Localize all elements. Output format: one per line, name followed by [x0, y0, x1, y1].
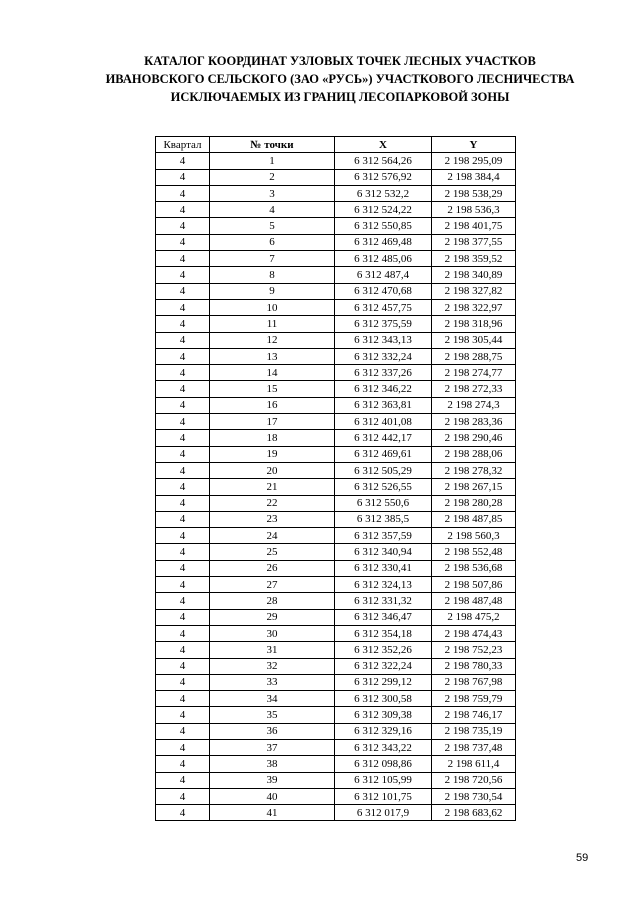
table-row: [156, 528, 516, 544]
cell-kvartal: 4: [156, 609, 210, 625]
table-row: [156, 365, 516, 381]
cell-y: 2 198 274,3: [432, 397, 516, 413]
cell-y: 2 198 487,85: [432, 511, 516, 527]
table-row: [156, 642, 516, 658]
header-kvartal: Квартал: [156, 137, 210, 153]
cell-kvartal: 4: [156, 642, 210, 658]
cell-kvartal: 4: [156, 169, 210, 185]
cell-x: 6 312 352,26: [335, 642, 432, 658]
cell-x: 6 312 357,59: [335, 528, 432, 544]
cell-x: 6 312 309,38: [335, 707, 432, 723]
cell-point-number: 11: [210, 316, 335, 332]
cell-point-number: 33: [210, 674, 335, 690]
cell-x: 6 312 354,18: [335, 625, 432, 641]
cell-point-number: 31: [210, 642, 335, 658]
table-row: [156, 218, 516, 234]
cell-y: 2 198 288,06: [432, 446, 516, 462]
cell-kvartal: 4: [156, 365, 210, 381]
cell-point-number: 24: [210, 528, 335, 544]
cell-x: 6 312 375,59: [335, 316, 432, 332]
cell-kvartal: 4: [156, 593, 210, 609]
table-row: [156, 234, 516, 250]
cell-kvartal: 4: [156, 202, 210, 218]
table-row: [156, 251, 516, 267]
cell-y: 2 198 401,75: [432, 218, 516, 234]
cell-kvartal: 4: [156, 528, 210, 544]
cell-point-number: 19: [210, 446, 335, 462]
cell-kvartal: 4: [156, 397, 210, 413]
table-row: [156, 609, 516, 625]
cell-kvartal: 4: [156, 723, 210, 739]
table-row: [156, 462, 516, 478]
cell-x: 6 312 322,24: [335, 658, 432, 674]
table-header: [156, 137, 516, 153]
cell-y: 2 198 359,52: [432, 251, 516, 267]
cell-y: 2 198 737,48: [432, 739, 516, 755]
cell-x: 6 312 526,55: [335, 479, 432, 495]
table-row: [156, 593, 516, 609]
cell-y: 2 198 780,33: [432, 658, 516, 674]
cell-x: 6 312 363,81: [335, 397, 432, 413]
table-row: [156, 283, 516, 299]
cell-y: 2 198 295,09: [432, 153, 516, 169]
cell-x: 6 312 343,22: [335, 739, 432, 755]
cell-y: 2 198 280,28: [432, 495, 516, 511]
cell-kvartal: 4: [156, 267, 210, 283]
cell-kvartal: 4: [156, 479, 210, 495]
table-row: [156, 414, 516, 430]
cell-point-number: 1: [210, 153, 335, 169]
cell-point-number: 21: [210, 479, 335, 495]
cell-x: 6 312 550,85: [335, 218, 432, 234]
cell-y: 2 198 536,68: [432, 560, 516, 576]
cell-point-number: 5: [210, 218, 335, 234]
cell-kvartal: 4: [156, 430, 210, 446]
cell-x: 6 312 098,86: [335, 756, 432, 772]
cell-kvartal: 4: [156, 462, 210, 478]
cell-x: 6 312 442,17: [335, 430, 432, 446]
cell-y: 2 198 759,79: [432, 691, 516, 707]
cell-x: 6 312 385,5: [335, 511, 432, 527]
cell-x: 6 312 505,29: [335, 462, 432, 478]
cell-point-number: 22: [210, 495, 335, 511]
cell-point-number: 16: [210, 397, 335, 413]
cell-kvartal: 4: [156, 299, 210, 315]
cell-point-number: 15: [210, 381, 335, 397]
cell-kvartal: 4: [156, 283, 210, 299]
cell-y: 2 198 377,55: [432, 234, 516, 250]
table-row: [156, 332, 516, 348]
cell-point-number: 3: [210, 185, 335, 201]
cell-kvartal: 4: [156, 544, 210, 560]
cell-x: 6 312 487,4: [335, 267, 432, 283]
table-row: [156, 430, 516, 446]
cell-point-number: 25: [210, 544, 335, 560]
cell-point-number: 36: [210, 723, 335, 739]
cell-y: 2 198 720,56: [432, 772, 516, 788]
cell-x: 6 312 343,13: [335, 332, 432, 348]
cell-kvartal: 4: [156, 739, 210, 755]
table-row: [156, 511, 516, 527]
cell-y: 2 198 730,54: [432, 788, 516, 804]
cell-y: 2 198 507,86: [432, 577, 516, 593]
table-row: [156, 658, 516, 674]
cell-y: 2 198 475,2: [432, 609, 516, 625]
cell-kvartal: 4: [156, 788, 210, 804]
cell-y: 2 198 305,44: [432, 332, 516, 348]
cell-point-number: 17: [210, 414, 335, 430]
cell-y: 2 198 327,82: [432, 283, 516, 299]
cell-kvartal: 4: [156, 658, 210, 674]
cell-point-number: 26: [210, 560, 335, 576]
cell-y: 2 198 538,29: [432, 185, 516, 201]
table-row: [156, 185, 516, 201]
cell-x: 6 312 532,2: [335, 185, 432, 201]
table-row: [156, 560, 516, 576]
cell-kvartal: 4: [156, 577, 210, 593]
header-row: [156, 137, 516, 153]
cell-y: 2 198 272,33: [432, 381, 516, 397]
cell-kvartal: 4: [156, 348, 210, 364]
cell-x: 6 312 331,32: [335, 593, 432, 609]
cell-point-number: 29: [210, 609, 335, 625]
table-row: [156, 202, 516, 218]
cell-x: 6 312 346,22: [335, 381, 432, 397]
cell-x: 6 312 470,68: [335, 283, 432, 299]
cell-x: 6 312 105,99: [335, 772, 432, 788]
cell-kvartal: 4: [156, 691, 210, 707]
cell-y: 2 198 322,97: [432, 299, 516, 315]
cell-kvartal: 4: [156, 756, 210, 772]
cell-y: 2 198 752,23: [432, 642, 516, 658]
cell-kvartal: 4: [156, 153, 210, 169]
cell-kvartal: 4: [156, 332, 210, 348]
cell-point-number: 7: [210, 251, 335, 267]
cell-kvartal: 4: [156, 805, 210, 821]
table-row: [156, 348, 516, 364]
cell-point-number: 40: [210, 788, 335, 804]
cell-kvartal: 4: [156, 707, 210, 723]
table-body: [156, 153, 516, 821]
cell-point-number: 13: [210, 348, 335, 364]
cell-y: 2 198 384,4: [432, 169, 516, 185]
cell-point-number: 30: [210, 625, 335, 641]
cell-x: 6 312 340,94: [335, 544, 432, 560]
cell-point-number: 8: [210, 267, 335, 283]
table-row: [156, 544, 516, 560]
table-row: [156, 169, 516, 185]
cell-x: 6 312 401,08: [335, 414, 432, 430]
cell-x: 6 312 457,75: [335, 299, 432, 315]
cell-point-number: 10: [210, 299, 335, 315]
cell-point-number: 9: [210, 283, 335, 299]
cell-x: 6 312 332,24: [335, 348, 432, 364]
cell-kvartal: 4: [156, 316, 210, 332]
table-row: [156, 805, 516, 821]
cell-kvartal: 4: [156, 625, 210, 641]
cell-point-number: 18: [210, 430, 335, 446]
cell-point-number: 32: [210, 658, 335, 674]
table-row: [156, 299, 516, 315]
cell-kvartal: 4: [156, 495, 210, 511]
cell-y: 2 198 274,77: [432, 365, 516, 381]
cell-kvartal: 4: [156, 185, 210, 201]
cell-x: 6 312 524,22: [335, 202, 432, 218]
table-row: [156, 739, 516, 755]
table-row: [156, 707, 516, 723]
table-row: [156, 772, 516, 788]
coordinates-table: [155, 136, 516, 821]
cell-kvartal: 4: [156, 772, 210, 788]
cell-kvartal: 4: [156, 251, 210, 267]
cell-point-number: 14: [210, 365, 335, 381]
cell-y: 2 198 340,89: [432, 267, 516, 283]
cell-y: 2 198 746,17: [432, 707, 516, 723]
cell-kvartal: 4: [156, 234, 210, 250]
cell-y: 2 198 683,62: [432, 805, 516, 821]
cell-y: 2 198 290,46: [432, 430, 516, 446]
cell-x: 6 312 469,61: [335, 446, 432, 462]
cell-y: 2 198 767,98: [432, 674, 516, 690]
cell-x: 6 312 330,41: [335, 560, 432, 576]
cell-point-number: 28: [210, 593, 335, 609]
cell-point-number: 38: [210, 756, 335, 772]
cell-point-number: 39: [210, 772, 335, 788]
table-row: [156, 756, 516, 772]
document-title: [60, 52, 620, 106]
title-line-1: КАТАЛОГ КООРДИНАТ УЗЛОВЫХ ТОЧЕК ЛЕСНЫХ УЧАСТКОВ: [144, 54, 536, 68]
table-row: [156, 446, 516, 462]
cell-y: 2 198 288,75: [432, 348, 516, 364]
table-row: [156, 691, 516, 707]
cell-x: 6 312 329,16: [335, 723, 432, 739]
cell-x: 6 312 299,12: [335, 674, 432, 690]
cell-y: 2 198 278,32: [432, 462, 516, 478]
cell-y: 2 198 283,36: [432, 414, 516, 430]
cell-x: 6 312 346,47: [335, 609, 432, 625]
header-y: Y: [432, 137, 516, 153]
cell-point-number: 35: [210, 707, 335, 723]
cell-y: 2 198 560,3: [432, 528, 516, 544]
cell-x: 6 312 485,06: [335, 251, 432, 267]
cell-kvartal: 4: [156, 446, 210, 462]
table-row: [156, 397, 516, 413]
cell-point-number: 12: [210, 332, 335, 348]
title-line-2: ИВАНОВСКОГО СЕЛЬСКОГО (ЗАО «РУСЬ») УЧАСТКОВОГО ЛЕСНИЧЕСТВА: [105, 72, 575, 86]
cell-kvartal: 4: [156, 381, 210, 397]
cell-kvartal: 4: [156, 218, 210, 234]
table-row: [156, 577, 516, 593]
cell-point-number: 2: [210, 169, 335, 185]
table-row: [156, 267, 516, 283]
cell-y: 2 198 611,4: [432, 756, 516, 772]
cell-point-number: 37: [210, 739, 335, 755]
cell-kvartal: 4: [156, 674, 210, 690]
table-row: [156, 495, 516, 511]
cell-y: 2 198 552,48: [432, 544, 516, 560]
table-row: [156, 381, 516, 397]
cell-y: 2 198 267,15: [432, 479, 516, 495]
cell-point-number: 41: [210, 805, 335, 821]
cell-x: 6 312 324,13: [335, 577, 432, 593]
cell-x: 6 312 101,75: [335, 788, 432, 804]
cell-y: 2 198 474,43: [432, 625, 516, 641]
table-row: [156, 153, 516, 169]
cell-kvartal: 4: [156, 560, 210, 576]
cell-point-number: 20: [210, 462, 335, 478]
page-number: 59: [576, 852, 589, 864]
cell-x: 6 312 300,58: [335, 691, 432, 707]
table-row: [156, 674, 516, 690]
cell-x: 6 312 017,9: [335, 805, 432, 821]
cell-y: 2 198 735,19: [432, 723, 516, 739]
cell-x: 6 312 550,6: [335, 495, 432, 511]
cell-y: 2 198 536,3: [432, 202, 516, 218]
cell-x: 6 312 469,48: [335, 234, 432, 250]
cell-x: 6 312 337,26: [335, 365, 432, 381]
table-row: [156, 788, 516, 804]
cell-kvartal: 4: [156, 511, 210, 527]
table-row: [156, 723, 516, 739]
cell-x: 6 312 576,92: [335, 169, 432, 185]
title-line-3: ИСКЛЮЧАЕМЫХ ИЗ ГРАНИЦ ЛЕСОПАРКОВОЙ ЗОНЫ: [170, 90, 510, 104]
cell-x: 6 312 564,26: [335, 153, 432, 169]
cell-point-number: 4: [210, 202, 335, 218]
cell-kvartal: 4: [156, 414, 210, 430]
table-row: [156, 625, 516, 641]
cell-point-number: 27: [210, 577, 335, 593]
cell-point-number: 6: [210, 234, 335, 250]
header-point-number: № точки: [210, 137, 335, 153]
cell-point-number: 34: [210, 691, 335, 707]
table-row: [156, 316, 516, 332]
table-row: [156, 479, 516, 495]
cell-y: 2 198 318,96: [432, 316, 516, 332]
header-x: X: [335, 137, 432, 153]
cell-y: 2 198 487,48: [432, 593, 516, 609]
cell-point-number: 23: [210, 511, 335, 527]
